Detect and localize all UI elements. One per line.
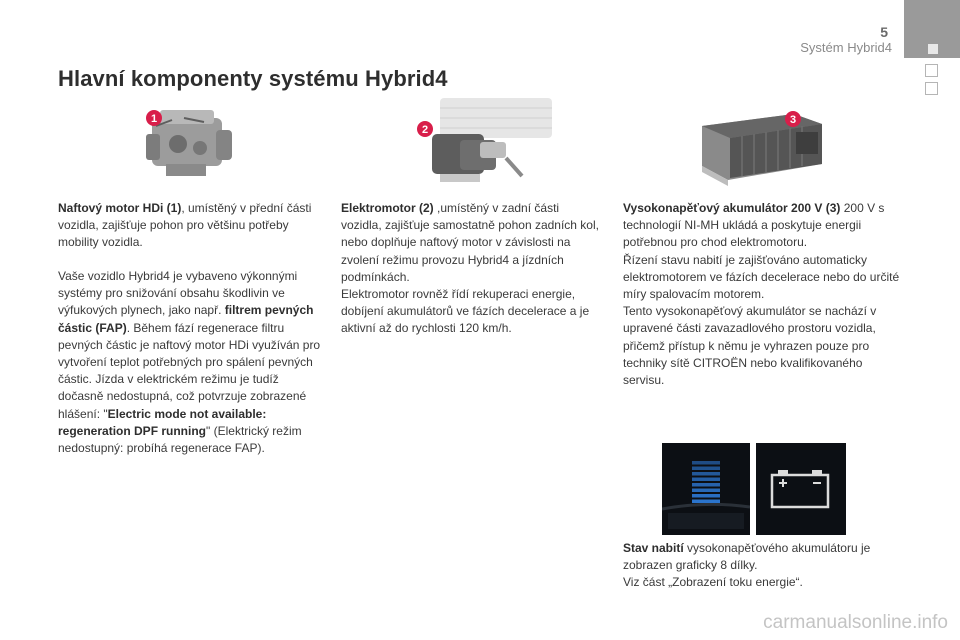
regeneration-message-translation: " (Elektrický režim nedostupný: probíhá regenerace FAP). <box>58 423 302 456</box>
diesel-engine-description: , umístěný v přední části vozidla, zajišťuje pohon pro většinu potřeby mobility vozidla. <box>58 201 312 250</box>
charge-segment <box>692 467 720 471</box>
charge-segment <box>692 483 720 487</box>
charge-status-description: vysokonapěťového akumulátoru je zobrazen graficky 8 dílky. <box>623 541 871 573</box>
energy-recovery-text: Elektromotor rovněž řídí rekuperaci energie, dobíjení akumulátorů ve fázích decelerace a je aktivní až do rychlosti 120 km/h. <box>341 287 590 336</box>
page-title: Hlavní komponenty systému Hybrid4 <box>58 66 448 91</box>
section-title: Systém Hybrid4 <box>800 40 892 55</box>
battery-description: 200 V s technologií NI-MH ukládá a poskytuje energii potřebnou pro chod elektromotoru. <box>623 201 885 250</box>
battery-paragraph <box>623 200 903 389</box>
fap-intro: Vaše vozidlo Hybrid4 je vybaveno výkonnými systémy pro snižování obsahu škodlivin ve výfukových plynech, jako např. <box>58 269 298 318</box>
fap-regeneration-text: . Během fází regenerace filtru pevných částic je naftový motor HDi využíván pro vytvoření teplot potřebných pro spálení pevných částic. Jízda v elektrickém režimu je tudíž dočasně nedostupná, což potvrzuje zobrazené hlášení: " <box>58 320 321 421</box>
charge-segment <box>692 494 720 498</box>
tab-square-icon <box>928 44 938 54</box>
regeneration-message: Electric mode not available: regeneration DPF running <box>58 406 267 438</box>
electric-motor-term: Elektromotor (2) <box>341 201 434 215</box>
battery-pack-illustration <box>692 108 832 190</box>
page-number: 5 <box>880 24 888 40</box>
callout-number: 1 <box>150 113 158 125</box>
charge-segment <box>692 500 720 504</box>
electric-motor-paragraph <box>341 200 601 338</box>
energy-flow-reference: Viz část „Zobrazení toku energie“. <box>623 575 803 590</box>
battery-icon <box>756 443 846 535</box>
watermark: carmanualsonline.info <box>763 612 948 633</box>
charge-segment <box>692 489 720 493</box>
electric-motor-illustration <box>410 96 560 186</box>
battery-term: Vysokonapěťový akumulátor 200 V (3) <box>623 201 841 215</box>
tab-square-icon <box>925 82 938 95</box>
charge-management-text: Řízení stavu nabití je zajišťováno automaticky elektromotorem ve fázích decelerace nebo do určité míry spalovacím motorem. <box>623 252 900 302</box>
charge-segment <box>692 461 720 465</box>
battery-location-text: Tento vysokonapěťový akumulátor se nachází v upravené části zavazadlového prostoru vozidla, přičemž přístup k němu je vyhrazen pouze pro techniky sítě CITROËN nebo kvalifikovaného servisu. <box>623 304 877 388</box>
electric-motor-description: ,umístěný v zadní části vozidla, zajišťuje samostatně pohon zadních kol, nebo doplňuje naftový motor v závislosti na zvolení režimu provozu Hybrid4 a jízdních podmínkách. <box>341 201 599 284</box>
charge-gauge-icon <box>662 443 750 535</box>
fap-term: filtrem pevných částic (FAP) <box>58 303 314 335</box>
diesel-engine-term: Naftový motor HDi (1) <box>58 201 182 215</box>
charge-segment <box>692 472 720 476</box>
charge-segment <box>692 478 720 482</box>
charge-status-term: Stav nabití <box>623 541 684 555</box>
callout-number: 2 <box>421 124 429 136</box>
fap-paragraph <box>58 268 326 457</box>
section-tab <box>904 0 960 58</box>
tab-square-icon <box>925 64 938 77</box>
diesel-engine-paragraph <box>58 200 326 252</box>
charge-status-paragraph <box>623 540 903 592</box>
callout-number: 3 <box>789 114 797 126</box>
engine-illustration <box>132 100 242 186</box>
